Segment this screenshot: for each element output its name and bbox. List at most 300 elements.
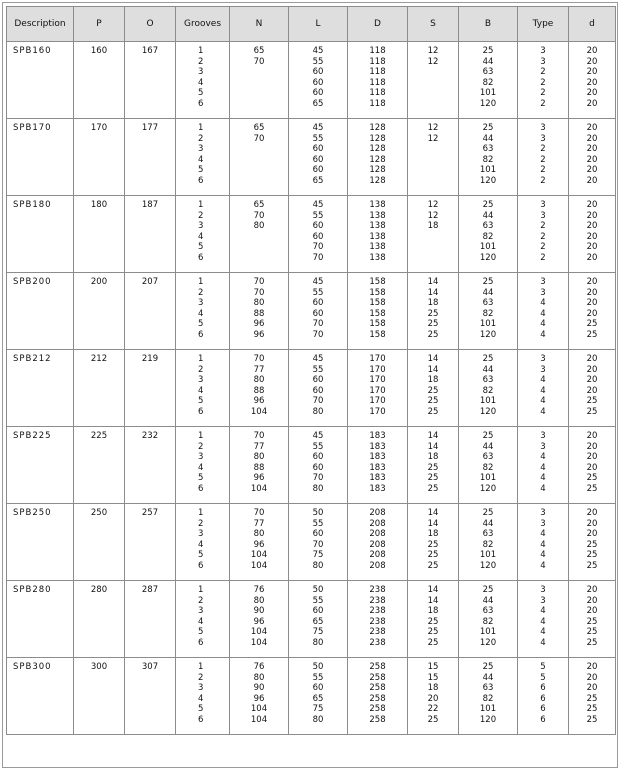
cell-value: 4 [540,529,546,540]
cell-value: 14 [427,354,439,364]
cell-value: 80 [253,298,265,309]
cell-value: 3 [540,210,546,221]
cell-value: 63 [482,221,494,232]
cell-value: 3 [198,452,204,463]
cell-value: 18 [427,221,439,232]
cell-value: 60 [312,308,324,319]
cell-value: 22 [427,704,439,715]
description-cell: SPB170 [7,119,74,196]
s-cell [408,658,459,735]
cell-value: 25 [427,329,439,340]
cell-value: 120 [479,714,497,725]
cell-value: 80 [253,529,265,540]
cell-value: 45 [312,200,324,210]
d-upper-cell [348,427,408,504]
cell-value: 6 [540,714,546,725]
cell-value: 4 [198,693,204,704]
cell-value: 25 [586,550,598,561]
p-cell: 300 [74,658,125,735]
cell-value: 120 [479,483,497,494]
cell-value: 20 [586,441,598,452]
cell-value: 55 [312,364,324,375]
cell-value: 170 [369,375,386,386]
cell-value: 25 [427,308,439,319]
cell-value: 60 [312,88,324,99]
cell-value: 44 [482,364,494,375]
cell-value: 6 [198,560,204,571]
cell-value: 80 [253,595,265,606]
cell-value: 5 [198,88,204,99]
cell-value: 101 [479,704,497,715]
cell-value: 20 [586,165,598,176]
cell-value: 60 [312,165,324,176]
cell-value: 238 [369,616,386,627]
b-cell [459,42,518,119]
cell-value: 138 [369,231,386,242]
cell-value: 183 [369,431,386,441]
cell-value: 25 [586,616,598,627]
cell-value: 76 [253,585,265,595]
col-header-d-lower: d [569,7,616,42]
table-row [7,658,616,735]
d-lower-cell [569,427,616,504]
cell-value: 75 [312,550,324,561]
cell-value: 96 [253,616,265,627]
table-row [7,119,616,196]
cell-value: 80 [253,375,265,386]
table-row [7,427,616,504]
cell-value: 96 [253,539,265,550]
o-cell: 232 [125,427,176,504]
cell-value: 90 [253,606,265,617]
cell-value: 1 [198,354,204,364]
header-row [7,7,616,42]
cell-value: 60 [312,144,324,155]
cell-value: 2 [540,165,546,176]
cell-value: 2 [540,231,546,242]
d-lower-cell [569,350,616,427]
cell-value: 118 [369,88,386,99]
cell-value: 70 [253,354,265,364]
cell-value: 258 [369,693,386,704]
cell-value: 6 [198,98,204,109]
cell-value: 25 [482,46,494,56]
cell-value: 90 [253,683,265,694]
description-cell: SPB250 [7,504,74,581]
cell-value: 2 [198,210,204,221]
cell-value: 82 [482,693,494,704]
cell-value: 2 [198,133,204,144]
cell-value: 20 [586,287,598,298]
cell-value: 5 [198,319,204,330]
cell-value: 14 [427,441,439,452]
cell-value: 70 [312,252,324,263]
cell-value: 20 [586,672,598,683]
cell-value: 5 [198,550,204,561]
cell-value: 12 [427,133,439,144]
cell-value: 4 [540,298,546,309]
cell-value: 44 [482,672,494,683]
cell-value: 128 [369,175,386,186]
cell-value: 238 [369,627,386,638]
table-row [7,504,616,581]
grooves-cell [176,658,230,735]
cell-value: 2 [540,154,546,165]
cell-value: 96 [253,693,265,704]
cell-value: 1 [198,123,204,133]
cell-value: 101 [479,627,497,638]
cell-value: 20 [586,277,598,287]
n-cell [230,196,289,273]
cell-value: 15 [427,672,439,683]
cell-value: 4 [198,154,204,165]
cell-value: 118 [369,67,386,78]
cell-value: 101 [479,473,497,484]
p-cell: 225 [74,427,125,504]
l-cell [289,273,348,350]
cell-value: 3 [540,287,546,298]
cell-value: 258 [369,714,386,725]
grooves-cell [176,581,230,658]
cell-value: 2 [198,287,204,298]
cell-value: 138 [369,252,386,263]
cell-value: 1 [198,200,204,210]
cell-value: 258 [369,704,386,715]
cell-value: 20 [586,662,598,672]
cell-value: 55 [312,56,324,67]
cell-value: 20 [586,385,598,396]
cell-value: 55 [312,210,324,221]
cell-value: 118 [369,77,386,88]
cell-value: 80 [312,714,324,725]
cell-value: 2 [540,175,546,186]
n-cell [230,350,289,427]
cell-value: 20 [586,452,598,463]
table-row [7,196,616,273]
o-cell: 167 [125,42,176,119]
cell-value: 4 [540,462,546,473]
cell-value: 2 [198,441,204,452]
cell-value: 3 [540,200,546,210]
cell-value: 6 [198,175,204,186]
cell-value: 20 [586,242,598,253]
cell-value: 45 [312,277,324,287]
cell-value: 75 [312,627,324,638]
cell-value: 6 [540,683,546,694]
cell-value: 4 [198,539,204,550]
cell-value: 5 [198,165,204,176]
l-cell [289,196,348,273]
cell-value: 238 [369,595,386,606]
l-cell [289,427,348,504]
cell-value: 96 [253,319,265,330]
col-header-l: L [289,7,348,42]
cell-value: 128 [369,165,386,176]
cell-value: 183 [369,452,386,463]
cell-value: 258 [369,672,386,683]
cell-value: 3 [540,518,546,529]
cell-value: 120 [479,560,497,571]
cell-value: 4 [540,406,546,417]
cell-value: 82 [482,385,494,396]
table-row [7,350,616,427]
cell-value: 77 [253,441,265,452]
grooves-cell [176,427,230,504]
cell-value: 4 [198,616,204,627]
cell-value: 3 [540,585,546,595]
cell-value: 101 [479,550,497,561]
s-cell [408,119,459,196]
b-cell [459,119,518,196]
cell-value: 25 [427,560,439,571]
cell-value: 60 [312,375,324,386]
cell-value: 25 [586,406,598,417]
s-cell [408,427,459,504]
cell-value: 1 [198,508,204,518]
cell-value: 20 [586,123,598,133]
cell-value: 6 [198,406,204,417]
cell-value: 2 [540,242,546,253]
n-cell [230,504,289,581]
cell-value: 63 [482,144,494,155]
cell-value: 4 [198,231,204,242]
cell-value: 238 [369,606,386,617]
cell-value: 120 [479,175,497,186]
cell-value: 96 [253,329,265,340]
cell-value: 104 [250,560,268,571]
cell-value: 3 [540,277,546,287]
d-lower-cell [569,658,616,735]
cell-value: 25 [482,123,494,133]
cell-value: 20 [586,98,598,109]
cell-value: 14 [427,277,439,287]
cell-value: 55 [312,672,324,683]
cell-value: 5 [198,627,204,638]
l-cell [289,350,348,427]
cell-value: 96 [253,473,265,484]
cell-value: 20 [586,231,598,242]
cell-value: 4 [540,483,546,494]
cell-value: 65 [312,175,324,186]
cell-value: 20 [586,175,598,186]
cell-value: 18 [427,529,439,540]
cell-value: 208 [369,508,386,518]
cell-value: 183 [369,462,386,473]
cell-value: 138 [369,200,386,210]
cell-value: 3 [540,441,546,452]
type-cell [518,42,569,119]
cell-value: 65 [312,98,324,109]
cell-value: 82 [482,154,494,165]
cell-value: 3 [540,595,546,606]
cell-value: 208 [369,529,386,540]
col-header-b: B [459,7,518,42]
d-upper-cell [348,196,408,273]
cell-value: 1 [198,585,204,595]
cell-value: 2 [540,77,546,88]
cell-value: 4 [540,473,546,484]
cell-value: 238 [369,637,386,648]
cell-value: 120 [479,637,497,648]
cell-value: 20 [586,298,598,309]
cell-value: 18 [427,606,439,617]
cell-value: 4 [540,396,546,407]
cell-value: 70 [253,287,265,298]
cell-value: 60 [312,231,324,242]
d-upper-cell [348,658,408,735]
cell-value: 3 [540,364,546,375]
cell-value: 20 [586,221,598,232]
cell-value: 80 [312,406,324,417]
cell-value: 20 [586,133,598,144]
cell-value: 183 [369,483,386,494]
cell-value: 101 [479,165,497,176]
cell-value: 3 [540,123,546,133]
cell-value: 20 [586,595,598,606]
cell-value: 3 [540,508,546,518]
cell-value: 1 [198,277,204,287]
cell-value: 20 [586,375,598,386]
cell-value: 70 [312,242,324,253]
cell-value: 118 [369,56,386,67]
cell-value: 65 [312,616,324,627]
p-cell: 200 [74,273,125,350]
cell-value: 25 [427,462,439,473]
cell-value: 20 [586,200,598,210]
cell-value: 158 [369,308,386,319]
cell-value: 6 [198,714,204,725]
p-cell: 160 [74,42,125,119]
cell-value: 20 [586,585,598,595]
cell-value: 88 [253,462,265,473]
cell-value: 3 [198,683,204,694]
cell-value: 25 [482,508,494,518]
cell-value: 2 [540,88,546,99]
d-lower-cell [569,504,616,581]
cell-value: 3 [198,606,204,617]
type-cell [518,196,569,273]
cell-value: 20 [586,518,598,529]
cell-value: 138 [369,210,386,221]
cell-value: 65 [253,46,265,56]
cell-value: 45 [312,123,324,133]
cell-value: 50 [312,585,324,595]
cell-value: 6 [540,704,546,715]
cell-value: 238 [369,585,386,595]
type-cell [518,504,569,581]
type-cell [518,658,569,735]
cell-value: 6 [198,483,204,494]
cell-value: 60 [312,529,324,540]
cell-value: 5 [198,396,204,407]
cell-value: 4 [198,308,204,319]
cell-value: 183 [369,441,386,452]
cell-value: 208 [369,550,386,561]
cell-value: 45 [312,431,324,441]
col-header-n: N [230,7,289,42]
cell-value: 25 [427,396,439,407]
d-upper-cell [348,42,408,119]
cell-value: 120 [479,98,497,109]
cell-value: 2 [198,518,204,529]
d-lower-cell [569,196,616,273]
cell-value: 55 [312,133,324,144]
cell-value: 1 [198,662,204,672]
grooves-cell [176,119,230,196]
cell-value: 5 [198,704,204,715]
table-frame [2,2,618,768]
cell-value: 45 [312,46,324,56]
cell-value: 77 [253,518,265,529]
cell-value: 25 [427,627,439,638]
cell-value: 63 [482,606,494,617]
cell-value: 70 [253,508,265,518]
cell-value: 104 [250,714,268,725]
cell-value: 20 [586,88,598,99]
cell-value: 55 [312,595,324,606]
cell-value: 45 [312,354,324,364]
cell-value: 25 [427,539,439,550]
cell-value: 20 [586,508,598,518]
col-header-s: S [408,7,459,42]
cell-value: 63 [482,298,494,309]
col-header-description: Description [7,7,74,42]
o-cell: 177 [125,119,176,196]
cell-value: 6 [198,329,204,340]
cell-value: 20 [586,210,598,221]
d-lower-cell [569,119,616,196]
cell-value: 44 [482,210,494,221]
cell-value: 76 [253,662,265,672]
n-cell [230,427,289,504]
cell-value: 258 [369,683,386,694]
cell-value: 96 [253,396,265,407]
b-cell [459,581,518,658]
cell-value: 4 [540,637,546,648]
b-cell [459,196,518,273]
cell-value: 80 [253,452,265,463]
cell-value: 60 [312,77,324,88]
cell-value: 138 [369,221,386,232]
cell-value: 63 [482,375,494,386]
s-cell [408,196,459,273]
cell-value: 5 [540,662,546,672]
cell-value: 50 [312,662,324,672]
cell-value: 170 [369,364,386,375]
grooves-cell [176,504,230,581]
cell-value: 25 [482,354,494,364]
cell-value: 128 [369,144,386,155]
cell-value: 3 [198,67,204,78]
cell-value: 104 [250,627,268,638]
col-header-type: Type [518,7,569,42]
cell-value: 170 [369,396,386,407]
cell-value: 25 [482,200,494,210]
cell-value: 18 [427,298,439,309]
cell-value: 14 [427,431,439,441]
cell-value: 4 [198,462,204,473]
col-header-grooves: Grooves [176,7,230,42]
cell-value: 25 [427,616,439,627]
cell-value: 25 [586,693,598,704]
grooves-cell [176,273,230,350]
cell-value: 88 [253,308,265,319]
cell-value: 158 [369,319,386,330]
cell-value: 2 [540,67,546,78]
cell-value: 44 [482,595,494,606]
description-cell: SPB200 [7,273,74,350]
cell-value: 60 [312,67,324,78]
